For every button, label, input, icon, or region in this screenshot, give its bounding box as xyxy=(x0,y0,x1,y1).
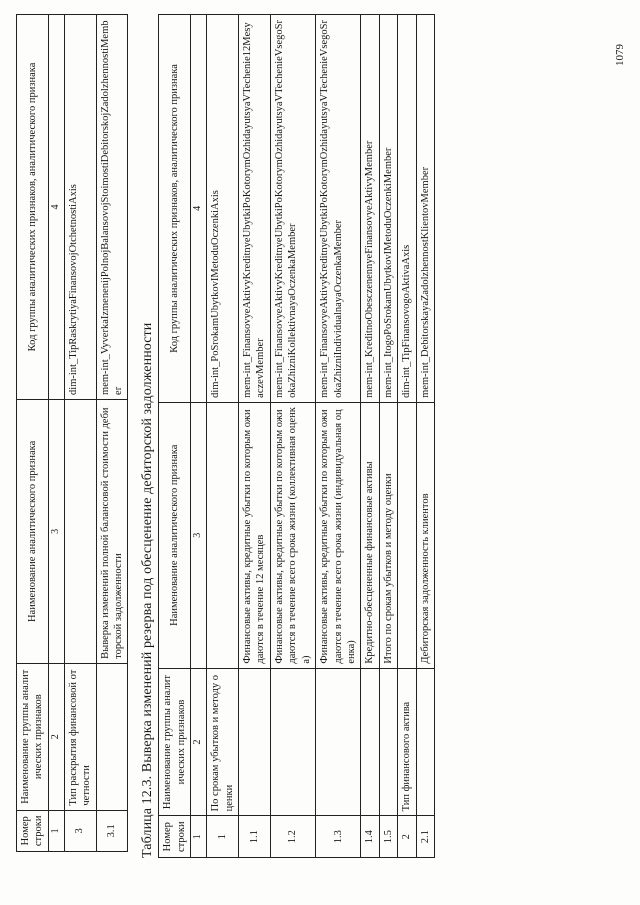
group-name xyxy=(379,668,397,816)
attribute-name: Дебиторская задолженность клиентов xyxy=(416,402,434,668)
row-number: 1.4 xyxy=(361,816,379,858)
row-number: 1.5 xyxy=(379,816,397,858)
header-row-number: Номер строки xyxy=(159,816,191,858)
attribute-code: mem-int_VyverkaIzmenenijPolnojBalansovojStoimostiDebitorskojZadolzhennostiMember xyxy=(96,15,128,400)
attribute-code: mem-int_DebitorskayaZadolzhennostKlientovMember xyxy=(416,15,434,403)
header-attribute-name: Наименование аналитического признака xyxy=(159,402,191,668)
row-number: 1.2 xyxy=(270,816,315,858)
row-number: 2 xyxy=(398,816,416,858)
column-index: 4 xyxy=(191,15,207,403)
table-row xyxy=(416,15,434,858)
header-row-number: Номер строки xyxy=(17,810,49,851)
column-index-row xyxy=(48,15,64,852)
table-header-row xyxy=(17,15,49,852)
group-name xyxy=(361,668,379,816)
header-code: Код группы аналитических признаков, аналитического признака xyxy=(17,15,49,400)
attribute-name: Кредитно-обесцененные финансовые активы xyxy=(361,402,379,668)
column-index: 1 xyxy=(48,810,64,851)
table-row xyxy=(238,15,270,858)
attribute-name: Финансовые активы, кредитные убытки по которым ожидаются в течение всего срока жизни (коллективная оценка) xyxy=(270,402,315,668)
header-code: Код группы аналитических признаков, аналитического признака xyxy=(159,15,191,403)
table-title: Таблица 12.3. Выверка изменений резерва под обесценение дебиторской задолженности xyxy=(140,322,156,858)
page-number: 1079 xyxy=(614,44,626,66)
column-index: 2 xyxy=(191,668,207,816)
column-index: 4 xyxy=(48,15,64,400)
attribute-code: dim-int_TipFinansovogoAktivaAxis xyxy=(398,15,416,403)
attribute-name xyxy=(398,402,416,668)
column-index-row xyxy=(191,15,207,858)
attribute-code: mem-int_ItogoPoSrokamUbytkovIMetoduOczenkiMember xyxy=(379,15,397,403)
column-index: 2 xyxy=(48,663,64,810)
row-number: 3.1 xyxy=(96,810,128,851)
attribute-name: Финансовые активы, кредитные убытки по которым ожидаются в течение всего срока жизни (индивидуальная оценка) xyxy=(316,402,361,668)
table-12-3 xyxy=(158,14,435,858)
attribute-code: dim-int_TipRaskrytiyaFinansovojOtchetnostiAxis xyxy=(64,15,96,400)
attribute-code: mem-int_KreditnoObesczenennyeFinansovyeAktivyMember xyxy=(361,15,379,403)
column-index: 3 xyxy=(48,399,64,663)
group-name xyxy=(238,668,270,816)
row-number: 1.1 xyxy=(238,816,270,858)
table-row xyxy=(96,15,128,852)
header-attribute-name: Наименование аналитического признака xyxy=(17,399,49,663)
row-number: 1.3 xyxy=(316,816,361,858)
attribute-name: Итого по срокам убытков и методу оценки xyxy=(379,402,397,668)
group-name xyxy=(96,663,128,810)
header-group-name: Наименование группы аналитических признаков xyxy=(159,668,191,816)
column-index: 1 xyxy=(191,816,207,858)
table-row xyxy=(361,15,379,858)
table-row xyxy=(316,15,361,858)
attribute-name xyxy=(64,399,96,663)
attribute-code: mem-int_FinansovyeAktivyKreditnyeUbytkiPoKotorymOzhidayutsyaVTechenieVsegoSrokaZhizniIndividualnayaOczenkaMember xyxy=(316,15,361,403)
group-name: Тип финансового актива xyxy=(398,668,416,816)
table-row xyxy=(207,15,239,858)
table-row xyxy=(270,15,315,858)
table-row xyxy=(398,15,416,858)
attribute-code: mem-int_FinansovyeAktivyKreditnyeUbytkiPoKotorymOzhidayutsyaVTechenie12MesyaczevMember xyxy=(238,15,270,403)
attribute-name: Финансовые активы, кредитные убытки по которым ожидаются в течение 12 месяцев xyxy=(238,402,270,668)
header-group-name: Наименование группы аналитических признаков xyxy=(17,663,49,810)
row-number: 2.1 xyxy=(416,816,434,858)
group-name xyxy=(316,668,361,816)
attribute-name xyxy=(207,402,239,668)
column-index: 3 xyxy=(191,402,207,668)
group-name: По срокам убытков и методу оценки xyxy=(207,668,239,816)
group-name xyxy=(416,668,434,816)
attribute-code: mem-int_FinansovyeAktivyKreditnyeUbytkiPoKotorymOzhidayutsyaVTechenieVsegoSrokaZhizniKollektivnayaOczenkaMember xyxy=(270,15,315,403)
table-header-row xyxy=(159,15,191,858)
attribute-name: Выверка изменений полной балансовой стоимости дебиторской задолженности xyxy=(96,399,128,663)
table-continuation xyxy=(16,14,128,852)
group-name: Тип раскрытия финансовой отчетности xyxy=(64,663,96,810)
row-number: 3 xyxy=(64,810,96,851)
group-name xyxy=(270,668,315,816)
rotated-page-content xyxy=(16,14,616,894)
table-row xyxy=(64,15,96,852)
table-row xyxy=(379,15,397,858)
row-number: 1 xyxy=(207,816,239,858)
attribute-code: dim-int_PoSrokamUbytkovIMetoduOczenkiAxis xyxy=(207,15,239,403)
